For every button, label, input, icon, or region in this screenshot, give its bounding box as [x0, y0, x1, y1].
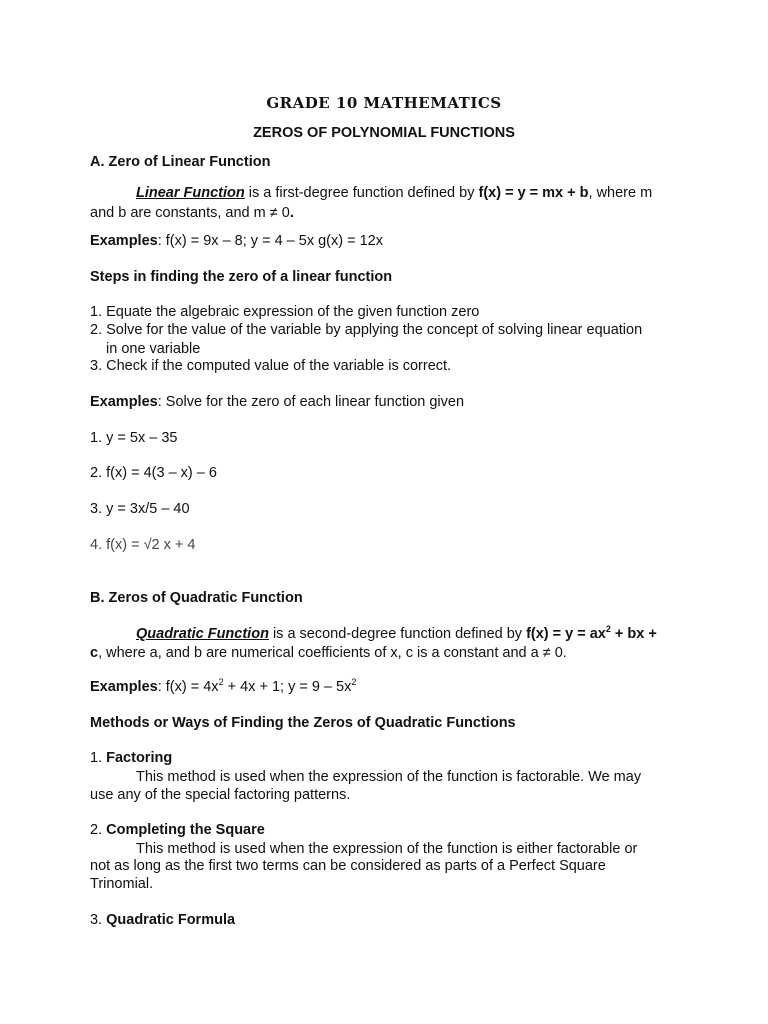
quadratic-function-term: Quadratic Function — [136, 626, 269, 642]
method-name: Completing the Square — [106, 822, 265, 838]
step-3: 3. Check if the computed value of the variable is correct. — [90, 358, 452, 374]
examples-label: Examples — [90, 679, 158, 695]
method-2-line3: Trinomial. — [90, 876, 154, 892]
linear-function-term: Linear Function — [136, 185, 245, 201]
linear-def-line2: and b are constants, and m ≠ 0 — [90, 205, 290, 221]
section-b-heading: B. Zeros of Quadratic Function — [90, 590, 303, 606]
method-2-line2: not as long as the first two terms can be considered as parts of a Perfect Square — [90, 858, 606, 874]
examples-text: : f(x) = 9x – 8; y = 4 – 5x g(x) = 12x — [157, 233, 383, 249]
examples-text: : Solve for the zero of each linear function given — [157, 394, 465, 410]
method-name: Factoring — [106, 750, 173, 766]
examples-text: : f(x) = 4x — [157, 679, 219, 695]
quadratic-formula-part: f(x) = y = ax — [526, 626, 606, 642]
method-3-title — [90, 912, 235, 928]
exponent: 2 — [351, 677, 357, 687]
linear-example-2: 2. f(x) = 4(3 – x) – 6 — [90, 465, 217, 481]
linear-example-3: 3. y = 3x/5 – 40 — [90, 501, 190, 517]
linear-definition-line2 — [90, 205, 294, 221]
constant-c: c — [90, 645, 99, 661]
linear-examples-2 — [90, 394, 464, 410]
steps-heading: Steps in finding the zero of a linear function — [90, 269, 393, 285]
linear-def-text: is a first-degree function defined by — [244, 185, 479, 201]
document-title: GRADE 10 MATHEMATICS — [266, 94, 502, 112]
quadratic-definition-line1 — [90, 626, 657, 642]
methods-heading: Methods or Ways of Finding the Zeros of Quadratic Functions — [90, 715, 516, 731]
method-number: 1. — [90, 750, 107, 766]
quadratic-definition-line2 — [90, 645, 567, 661]
step-2: 2. Solve for the value of the variable by applying the concept of solving linear equation — [90, 322, 643, 338]
method-number: 3. — [90, 912, 107, 928]
method-1-title — [90, 750, 172, 766]
method-name: Quadratic Formula — [106, 912, 236, 928]
method-2-line1: This method is used when the expression of the function is either factorable or — [136, 841, 638, 857]
method-2-title — [90, 822, 265, 838]
examples-label: Examples — [90, 233, 158, 249]
examples-label: Examples — [90, 394, 158, 410]
method-number: 2. — [90, 822, 107, 838]
linear-def-text-end: , where m — [588, 185, 653, 201]
linear-definition-line1 — [90, 185, 652, 201]
exponent: 2 — [218, 677, 224, 687]
quadratic-formula — [526, 626, 657, 642]
linear-example-1: 1. y = 5x – 35 — [90, 430, 178, 446]
quadratic-def-text: is a second-degree function defined by — [268, 626, 527, 642]
method-1-line1: This method is used when the expression of the function is factorable. We may — [136, 769, 642, 785]
linear-example-4: 4. f(x) = √2 x + 4 — [90, 537, 196, 553]
quadratic-formula-part: + bx + — [610, 626, 657, 642]
quadratic-examples — [90, 679, 356, 695]
examples-text: + 4x + 1; y = 9 – 5x — [223, 679, 352, 695]
document-subtitle: ZEROS OF POLYNOMIAL FUNCTIONS — [253, 125, 515, 141]
linear-def-period: . — [289, 205, 294, 221]
quadratic-def-line2: , where a, and b are numerical coefficients of x, c is a constant and a ≠ 0. — [98, 645, 567, 661]
step-2-continued: in one variable — [106, 341, 201, 357]
section-a-heading: A. Zero of Linear Function — [90, 154, 271, 170]
linear-formula: f(x) = y = mx + b — [478, 185, 589, 201]
linear-examples — [90, 233, 383, 249]
exponent: 2 — [605, 624, 611, 634]
step-1: 1. Equate the algebraic expression of the given function zero — [90, 304, 480, 320]
method-1-line2: use any of the special factoring patterns. — [90, 787, 351, 803]
